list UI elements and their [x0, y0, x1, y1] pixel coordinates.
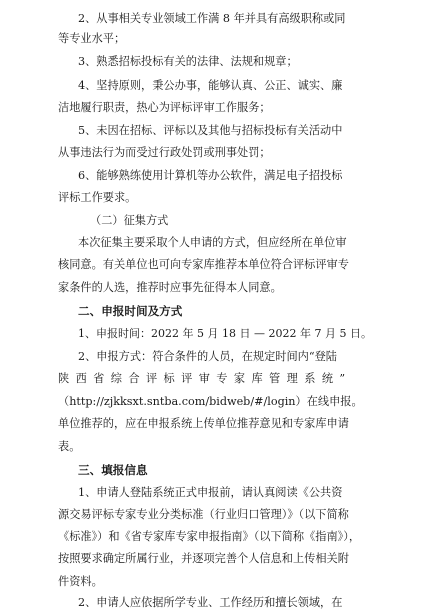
fill-info-item-1-line-3: 《标准》）和《省专家库专家申报指南》（以下简称《指南》）， — [58, 530, 361, 543]
application-method-line-5: 表。 — [58, 440, 81, 453]
requirement-5-line-1: 5、未因在招标、评标以及其他与招标投标有关活动中 — [78, 124, 343, 137]
fill-info-item-1-line-2: 源交易评标专家专业分类标准（行业归口管理）》（以下简称 — [58, 508, 349, 521]
fill-info-item-2-line-1: 2、申请人应依据所学专业、工作经历和擅长领域，在 — [78, 596, 343, 609]
requirement-5-line-2: 从事违法行为而受过行政处罚或刑事处罚； — [58, 146, 271, 159]
section-subheading-collection-method: （二）征集方式 — [90, 214, 169, 227]
application-time-line: 1、申报时间：2022 年 5 月 18 日 — 2022 年 7 月 5 日。 — [78, 327, 372, 340]
collection-paragraph-line-3: 家条件的人选，推荐时应事先征得本人同意。 — [58, 281, 282, 294]
application-method-line-2: 陕西省综合评标评审专家库管理系统” — [58, 372, 352, 385]
collection-paragraph-line-2: 核同意。有关单位也可向专家库推荐本单位符合评标评审专 — [58, 258, 349, 271]
requirement-2-line-2: 等专业水平； — [58, 32, 126, 45]
requirement-2-line-1: 2、从事相关专业领域工作满 8 年并具有高级职称或同 — [78, 12, 346, 25]
fill-info-item-1-line-5: 件资料。 — [58, 575, 103, 588]
application-method-url-line: （http://zjkksxt.sntba.com/bidweb/#/login）在线申报。 — [58, 395, 363, 408]
requirement-3-line-1: 3、熟悉招标投标有关的法律、法规和规章； — [78, 55, 298, 68]
fill-info-item-1-line-4: 按照要求确定所属行业，并逐项完善个人信息和上传相关附 — [58, 552, 349, 565]
collection-paragraph-line-1: 本次征集主要采取个人申请的方式，但应经所在单位审 — [78, 236, 347, 249]
fill-info-item-1-line-1: 1、申请人登陆系统正式申报前，请认真阅读《公共资 — [78, 486, 343, 499]
section-heading-application-time: 二、申报时间及方式 — [78, 304, 183, 318]
requirement-4-line-2: 洁地履行职责，热心为评标评审工作服务； — [58, 101, 271, 114]
application-method-line-4: 单位推荐的，应在申报系统上传单位推荐意见和专家库申请 — [58, 417, 349, 430]
requirement-6-line-1: 6、能够熟练使用计算机等办公软件，满足电子招投标 — [78, 169, 343, 182]
application-method-line-1: 2、申报方式：符合条件的人员，在规定时间内“登陆 — [78, 350, 337, 363]
requirement-6-line-2: 评标工作要求。 — [58, 191, 137, 204]
requirement-4-line-1: 4、坚持原则，秉公办事，能够认真、公正、诚实、廉 — [78, 79, 343, 92]
section-heading-fill-information: 三、填报信息 — [78, 463, 148, 477]
